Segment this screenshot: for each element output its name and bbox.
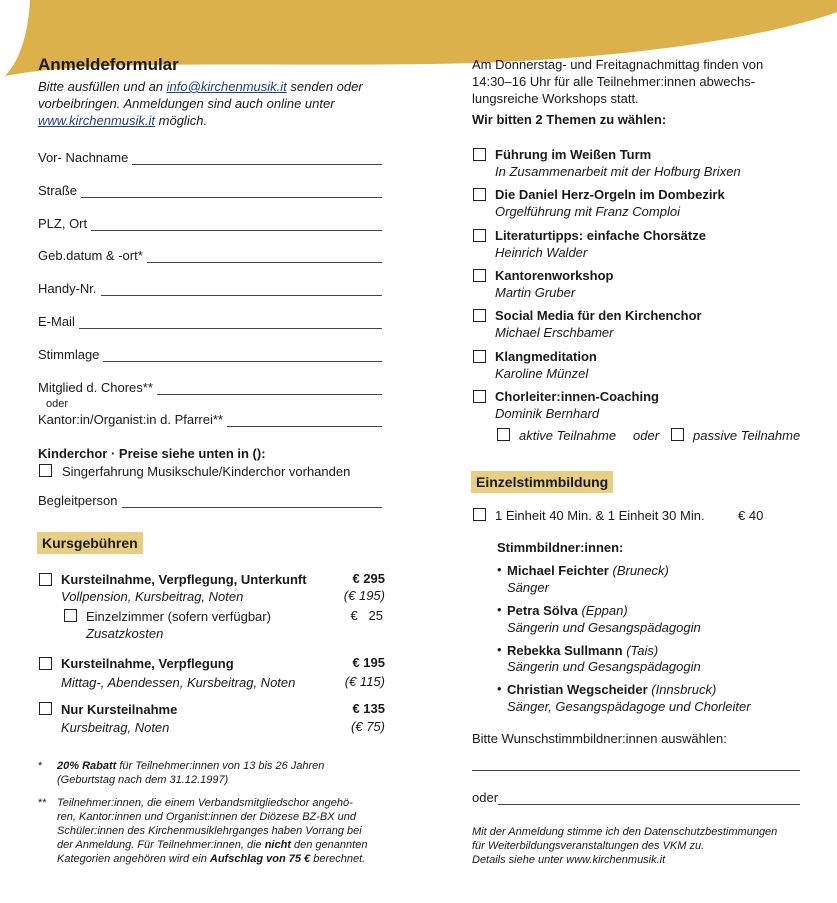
- workshop-checkbox[interactable]: [473, 188, 486, 201]
- street-field[interactable]: [38, 183, 382, 198]
- footnote-text: der Anmeldung. Für Teilnehmer:innen, die: [57, 839, 265, 851]
- intro-text: möglich.: [155, 113, 208, 128]
- field-label: Straße: [38, 183, 78, 198]
- birth-field[interactable]: [38, 248, 382, 263]
- trainer-entry: [507, 602, 628, 619]
- companion-field[interactable]: [38, 493, 382, 508]
- single-room-checkbox[interactable]: [64, 609, 77, 622]
- intro-line: 14:30–16 Uhr für alle Teilnehmer:innen abwechs-: [472, 74, 756, 89]
- input-line[interactable]: [132, 153, 382, 165]
- trainer-entry: [507, 681, 716, 698]
- kids-choir-heading: Kinderchor · Preise siehe unten in ():: [38, 446, 266, 461]
- input-line[interactable]: [147, 251, 382, 263]
- voice-training-option: 1 Einheit 40 Min. & 1 Einheit 30 Min.: [495, 508, 705, 523]
- footnote-bold: 20% Rabatt: [57, 760, 117, 772]
- trainer-role: Sängerin und Gesangspädagogin: [507, 620, 701, 635]
- footnote-priority: [57, 796, 387, 866]
- fee-kids-price: (€ 195): [343, 588, 385, 603]
- footnote-text: Schüler:innen des Kirchenmusiklehrganges haben Vorrang bei: [57, 825, 362, 837]
- fee-kids-price: (€ 75): [351, 719, 385, 734]
- workshop-checkbox[interactable]: [473, 390, 486, 403]
- trainer-choose-label: Bitte Wunschstimmbildner:innen auswählen:: [472, 731, 727, 746]
- fee-subtitle: Mittag-, Abendessen, Kursbeitrag, Noten: [61, 675, 296, 690]
- trainers-heading: Stimmbildner:innen:: [497, 540, 624, 555]
- voice-type-field[interactable]: [38, 347, 382, 362]
- fees-heading: Kursgebühren: [37, 532, 143, 554]
- kids-experience-checkbox[interactable]: [39, 464, 52, 477]
- email-field[interactable]: [38, 314, 382, 329]
- form-intro: [38, 78, 388, 129]
- intro-line: Am Donnerstag- und Freitagnachmittag finden von: [472, 57, 764, 72]
- footnote-discount: [57, 759, 377, 787]
- field-label: Mitglied d. Chores**: [38, 380, 153, 395]
- trainer-place: (Innsbruck): [647, 682, 717, 697]
- workshop-subtitle: Dominik Bernhard: [495, 406, 600, 421]
- fee-price: € 195: [352, 655, 385, 670]
- zip-city-field[interactable]: [38, 216, 382, 231]
- name-field[interactable]: [38, 150, 382, 165]
- form-title: Anmeldeformular: [38, 55, 179, 74]
- footnote-bold: Aufschlag von 75 €: [209, 853, 311, 865]
- footnote-text: den genannten: [290, 839, 368, 851]
- fee-subtitle: Kursbeitrag, Noten: [61, 720, 170, 735]
- trainer-name: Petra Sölva: [507, 603, 578, 618]
- field-label: Vor- Nachname: [38, 150, 129, 165]
- intro-line: lungsreiche Workshops statt.: [472, 91, 639, 106]
- input-line[interactable]: [81, 186, 382, 198]
- trainer-place: (Bruneck): [608, 563, 669, 578]
- input-line[interactable]: [103, 350, 382, 362]
- kids-experience-label: Singerfahrung Musikschule/Kinderchor vorhanden: [62, 464, 351, 479]
- privacy-note: [472, 825, 812, 867]
- input-line[interactable]: [101, 284, 382, 296]
- trainer-role: Sänger, Gesangspädagoge und Chorleiter: [507, 699, 751, 714]
- field-label: PLZ, Ort: [38, 216, 88, 231]
- field-label: Kantor:in/Organist:in d. Pfarrei**: [38, 412, 223, 427]
- fee-title: Einzelzimmer (sofern verfügbar): [86, 609, 271, 624]
- passive-participation-checkbox[interactable]: [671, 428, 684, 441]
- bullet-icon: •: [497, 642, 502, 657]
- field-label: oder: [472, 790, 499, 805]
- workshop-title: Kantorenworkshop: [495, 268, 614, 283]
- privacy-line: Details siehe unter www.kirchenmusik.it: [472, 854, 666, 866]
- fee-course-only-checkbox[interactable]: [39, 702, 52, 715]
- field-label: Begleitperson: [38, 493, 118, 508]
- trainer-place: (Eppan): [577, 603, 628, 618]
- voice-training-price: € 40: [738, 508, 764, 523]
- fee-title: Kursteilnahme, Verpflegung: [61, 656, 234, 671]
- footnote-marker: **: [38, 797, 47, 809]
- workshop-subtitle: In Zusammenarbeit mit der Hofburg Brixen: [495, 164, 741, 179]
- trainer-name: Rebekka Sullmann: [507, 643, 623, 658]
- workshops-intro: [472, 56, 806, 107]
- workshop-title: Chorleiter:innen-Coaching: [495, 389, 659, 404]
- trainer-entry: [507, 642, 658, 659]
- intro-text: vorbeibringen. Anmeldungen sind auch online unter: [38, 96, 335, 111]
- input-line[interactable]: [498, 793, 800, 805]
- workshop-checkbox[interactable]: [473, 148, 486, 161]
- intro-text: senden oder: [286, 79, 363, 94]
- fee-kids-price: (€ 115): [344, 674, 385, 689]
- input-line[interactable]: [157, 383, 382, 395]
- fee-price: € 25: [350, 608, 383, 623]
- trainer-name: Christian Wegscheider: [507, 682, 648, 697]
- workshop-title: Klangmeditation: [495, 349, 597, 364]
- bullet-icon: •: [497, 562, 502, 577]
- passive-participation-label: passive Teilnahme: [693, 428, 801, 443]
- privacy-line: für Weiterbildungsveranstaltungen des VKM zu.: [472, 840, 705, 852]
- fee-title: Nur Kursteilnahme: [61, 702, 178, 717]
- trainer-role: Sängerin und Gesangspädagogin: [507, 659, 701, 674]
- field-label: Geb.datum & -ort*: [38, 248, 143, 263]
- workshops-choose: Wir bitten 2 Themen zu wählen:: [472, 112, 667, 127]
- bullet-icon: •: [497, 602, 502, 617]
- workshop-subtitle: Michael Erschbamer: [495, 325, 614, 340]
- intro-text: Bitte ausfüllen und an: [38, 79, 167, 94]
- voice-training-heading: Einzelstimmbildung: [471, 471, 613, 493]
- footnote-text: Kategorien angehören wird ein: [57, 853, 210, 865]
- active-participation-checkbox[interactable]: [497, 428, 510, 441]
- input-line[interactable]: [122, 496, 383, 508]
- fee-subtitle: Zusatzkosten: [86, 626, 164, 641]
- trainer-alternative-field[interactable]: [472, 790, 800, 805]
- privacy-line: Mit der Anmeldung stimme ich den Datenschutzbestimmungen: [472, 826, 778, 838]
- fee-title: Kursteilnahme, Verpflegung, Unterkunft: [61, 572, 307, 587]
- workshop-title: Literaturtipps: einfache Chorsätze: [495, 228, 706, 243]
- or-label: oder: [46, 398, 69, 410]
- mobile-field[interactable]: [38, 281, 382, 296]
- workshop-subtitle: Orgelführung mit Franz Comploi: [495, 204, 680, 219]
- workshop-subtitle: Karoline Münzel: [495, 366, 589, 381]
- trainer-place: (Tais): [622, 643, 659, 658]
- footnote-text: für Teilnehmer:innen von 13 bis 26 Jahren: [116, 760, 325, 772]
- input-line[interactable]: [91, 219, 382, 231]
- footnote-text: (Geburtstag nach dem 31.12.1997): [57, 774, 229, 786]
- trainer-entry: [507, 562, 669, 579]
- voice-training-checkbox[interactable]: [473, 508, 486, 521]
- workshop-checkbox[interactable]: [473, 350, 486, 363]
- cantor-field[interactable]: [38, 412, 382, 427]
- fee-full-board-checkbox[interactable]: [39, 573, 52, 586]
- workshop-subtitle: Heinrich Walder: [495, 245, 588, 260]
- fee-subtitle: Vollpension, Kursbeitrag, Noten: [61, 589, 244, 604]
- footnote-text: berechnet.: [310, 853, 366, 865]
- input-line[interactable]: [227, 415, 382, 427]
- field-label: Stimmlage: [38, 347, 100, 362]
- fee-price: € 135: [352, 701, 385, 716]
- workshop-title: Führung im Weißen Turm: [495, 147, 652, 162]
- field-label: Handy-Nr.: [38, 281, 97, 296]
- fee-price: € 295: [352, 571, 385, 586]
- or-label: oder: [633, 428, 660, 443]
- workshop-title: Social Media für den Kirchenchor: [495, 308, 702, 323]
- field-label: E-Mail: [38, 314, 75, 329]
- workshop-checkbox[interactable]: [473, 269, 486, 282]
- choir-member-field[interactable]: [38, 380, 382, 395]
- workshop-checkbox[interactable]: [473, 229, 486, 242]
- input-line[interactable]: [79, 317, 382, 329]
- bullet-icon: •: [497, 681, 502, 696]
- footnote-text: Teilnehmer:innen, die einem Verbandsmitgliedschor angehö-: [57, 797, 353, 809]
- footnote-bold: nicht: [264, 839, 291, 851]
- footnote-text: ren, Kantor:innen und Organist:innen der Diözese BZ-BX und: [57, 811, 357, 823]
- active-participation-label: aktive Teilnahme: [519, 428, 617, 443]
- workshop-checkbox[interactable]: [473, 309, 486, 322]
- website-link[interactable]: www.kirchenmusik.it: [38, 113, 156, 128]
- trainer-choice-line[interactable]: [472, 770, 800, 771]
- footnote-marker: *: [38, 760, 43, 772]
- email-link[interactable]: info@kirchenmusik.it: [166, 79, 287, 94]
- workshop-subtitle: Martin Gruber: [495, 285, 576, 300]
- trainer-role: Sänger: [507, 580, 549, 595]
- trainer-name: Michael Feichter: [507, 563, 609, 578]
- workshop-title: Die Daniel Herz-Orgeln im Dombezirk: [495, 187, 725, 202]
- fee-meals-checkbox[interactable]: [39, 657, 52, 670]
